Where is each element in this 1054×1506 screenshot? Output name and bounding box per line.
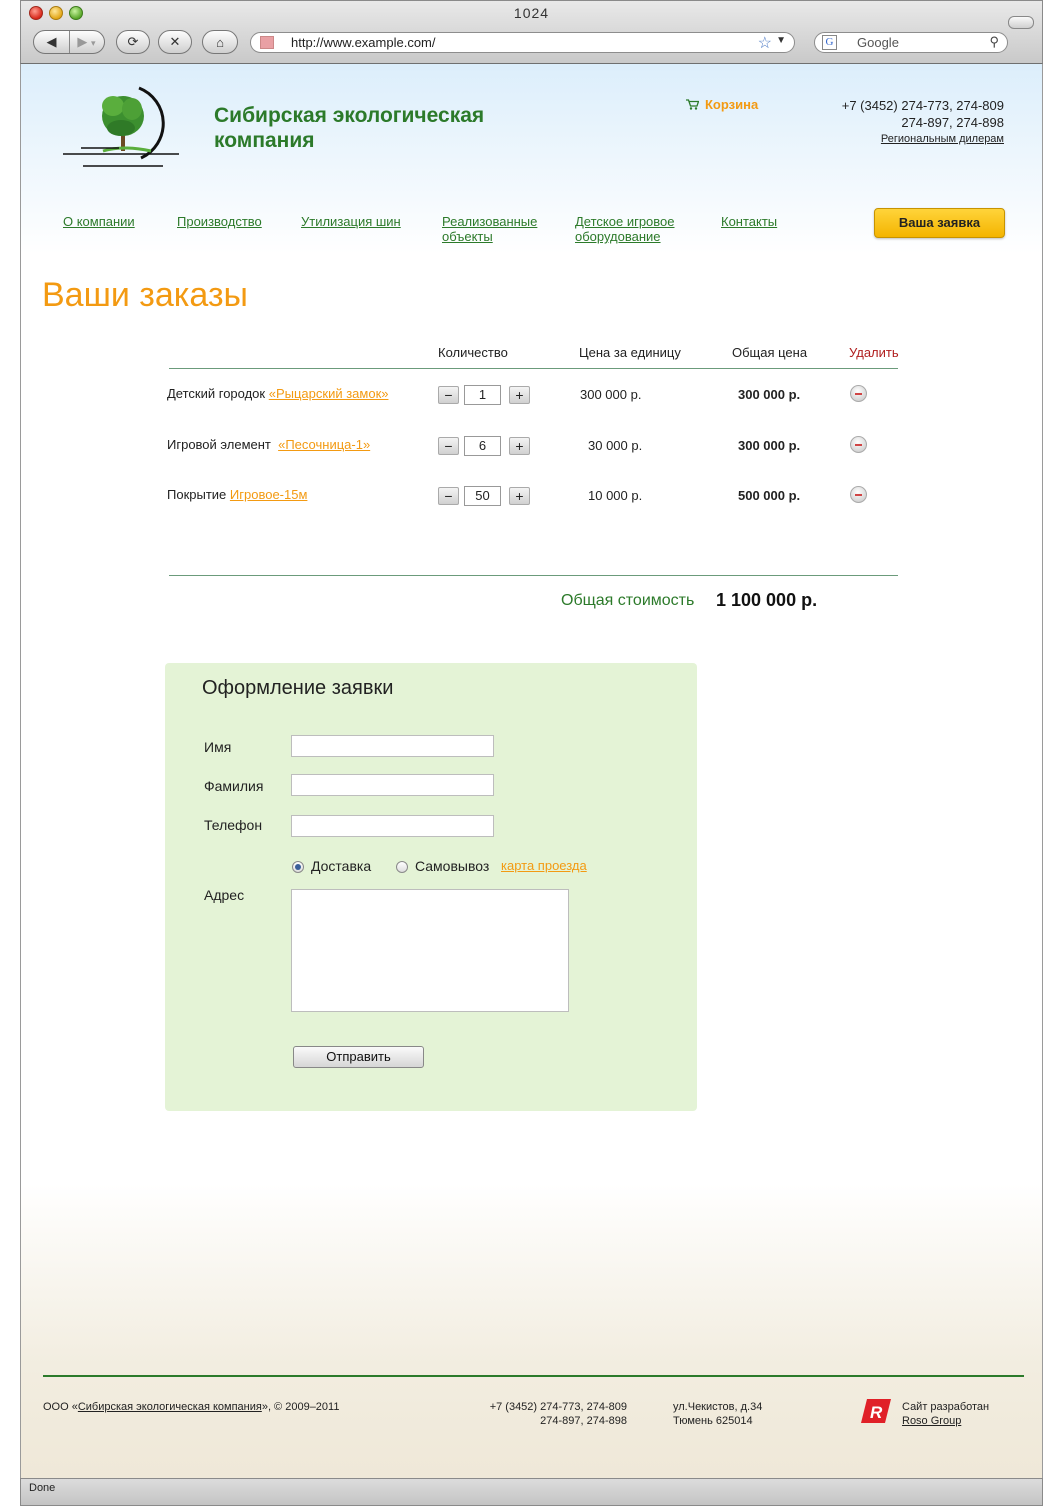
delete-item-icon[interactable] — [850, 385, 867, 402]
nav-item-projects[interactable]: Реализованные объекты — [442, 214, 538, 244]
delivery-radio[interactable] — [292, 861, 304, 873]
footer-phone-line1: +7 (3452) 274-773, 274-809 — [489, 1401, 627, 1413]
item-link[interactable]: «Рыцарский замок» — [268, 386, 389, 401]
delete-item-icon[interactable] — [850, 436, 867, 453]
google-icon[interactable]: G — [822, 35, 837, 50]
pickup-label: Самовывоз — [415, 858, 490, 874]
your-order-button[interactable]: Ваша заявка — [874, 208, 1005, 238]
map-link[interactable]: карта проезда — [501, 858, 587, 873]
window-title: 1024 — [513, 5, 550, 21]
table-header-divider — [169, 368, 898, 369]
footer-divider — [43, 1375, 1024, 1377]
forward-arrow-icon[interactable]: ▶ ▾ — [77, 34, 96, 49]
quantity-input[interactable]: 50 — [464, 486, 501, 506]
quantity-input[interactable]: 6 — [464, 436, 501, 456]
nav-item-production[interactable]: Производство — [177, 214, 262, 229]
delete-item-icon[interactable] — [850, 486, 867, 503]
footer-company-link[interactable]: Сибирская экологическая компания — [77, 1401, 262, 1413]
address-textarea[interactable] — [291, 889, 569, 1012]
footer-copyright — [43, 1400, 339, 1414]
submit-button[interactable]: Отправить — [293, 1046, 424, 1068]
status-text: Done — [29, 1482, 56, 1494]
footer-address — [673, 1400, 762, 1428]
form-title: Оформление заявки — [202, 677, 394, 699]
back-forward-buttons — [33, 30, 105, 54]
url-text: http://www.example.com/ — [291, 35, 436, 50]
cart-icon — [686, 99, 699, 110]
status-bar — [20, 1478, 1043, 1506]
table-footer-divider — [169, 575, 898, 576]
grand-total-value: 1 100 000 р. — [716, 590, 818, 610]
developer-label: Сайт разработан — [902, 1401, 990, 1413]
last-name-field[interactable] — [291, 774, 494, 796]
row-total: 300 000 р. — [738, 387, 801, 402]
column-header-delete: Удалить — [849, 345, 899, 360]
row-total: 300 000 р. — [738, 438, 801, 453]
cart-label: Корзина — [705, 97, 759, 112]
roso-group-logo-icon[interactable] — [861, 1399, 891, 1423]
last-name-label: Фамилия — [204, 778, 264, 794]
company-name: Сибирская экологическая компания — [214, 104, 485, 152]
footer-phone-line2: 274-897, 274-898 — [540, 1415, 627, 1427]
increase-quantity-button[interactable]: + — [509, 386, 530, 404]
unit-price: 10 000 р. — [588, 488, 643, 503]
footer-developer — [902, 1400, 989, 1428]
address-label: Адрес — [204, 887, 245, 903]
search-field[interactable] — [814, 32, 1008, 53]
item-name — [167, 487, 307, 502]
reload-icon[interactable]: ⟳ — [116, 30, 150, 54]
item-name — [167, 386, 388, 401]
first-name-field[interactable] — [291, 735, 494, 757]
item-name — [167, 437, 370, 452]
dealers-link[interactable]: Региональным дилерам — [880, 133, 1004, 145]
home-icon[interactable]: ⌂ — [202, 30, 238, 54]
nav-item-about[interactable]: О компании — [63, 214, 135, 229]
column-header-quantity: Количество — [438, 345, 508, 360]
nav-item-tire-recycling[interactable]: Утилизация шин — [301, 214, 401, 229]
phone-label: Телефон — [204, 817, 263, 833]
search-placeholder: Google — [857, 35, 899, 50]
item-prefix: Детский городок — [167, 386, 266, 401]
footer-address-line1: ул.Чекистов, д.34 — [673, 1401, 763, 1413]
nav-item-playground[interactable]: Детское игровое оборудование — [575, 214, 675, 244]
stop-icon[interactable]: ✕ — [158, 30, 192, 54]
unit-price: 300 000 р. — [580, 387, 642, 402]
decrease-quantity-button[interactable]: − — [438, 487, 459, 505]
phone-field[interactable] — [291, 815, 494, 837]
order-form — [165, 663, 697, 1111]
footer-phones — [477, 1400, 627, 1428]
column-header-total-price: Общая цена — [732, 345, 808, 360]
quantity-input[interactable]: 1 — [464, 385, 501, 405]
pickup-radio[interactable] — [396, 861, 408, 873]
header-contacts — [842, 97, 1004, 148]
developer-link[interactable]: Roso Group — [902, 1415, 962, 1427]
header-phone-line2: 274-897, 274-898 — [901, 115, 1004, 130]
header-phone-line1: +7 (3452) 274-773, 274-809 — [841, 98, 1004, 113]
bookmark-star-icon[interactable]: ☆ — [757, 35, 772, 52]
cart-link[interactable] — [686, 97, 758, 112]
page-content — [20, 64, 1043, 1478]
url-dropdown-icon[interactable]: ▼ — [776, 35, 786, 46]
favicon-icon — [260, 36, 274, 49]
copyright-prefix: ООО « — [43, 1401, 78, 1413]
item-link[interactable]: «Песочница-1» — [278, 437, 371, 452]
copyright-suffix: », © 2009–2011 — [261, 1401, 340, 1413]
column-header-unit-price: Цена за единицу — [579, 345, 681, 360]
first-name-label: Имя — [204, 739, 232, 755]
decrease-quantity-button[interactable]: − — [438, 386, 459, 404]
item-prefix: Покрытие — [167, 487, 227, 502]
footer-address-line2: Тюмень 625014 — [673, 1415, 753, 1427]
item-link[interactable]: Игровое-15м — [229, 487, 308, 502]
delivery-label: Доставка — [311, 858, 372, 874]
grand-total-label: Общая стоимость — [561, 592, 695, 609]
row-total: 500 000 р. — [738, 488, 801, 503]
svg-text:R: R — [870, 1403, 883, 1422]
increase-quantity-button[interactable]: + — [509, 487, 530, 505]
nav-item-contacts[interactable]: Контакты — [721, 214, 778, 229]
item-prefix: Игровой элемент — [167, 437, 271, 452]
back-arrow-icon[interactable]: ◀ — [46, 34, 57, 49]
browser-toolbar — [20, 0, 1043, 64]
unit-price: 30 000 р. — [588, 438, 643, 453]
page-title: Ваши заказы — [42, 276, 248, 314]
search-icon[interactable]: ⚲ — [989, 34, 999, 49]
toolbar-toggle-button[interactable] — [1008, 16, 1034, 29]
company-logo[interactable] — [61, 82, 181, 172]
address-bar[interactable] — [250, 32, 795, 53]
decrease-quantity-button[interactable]: − — [438, 437, 459, 455]
increase-quantity-button[interactable]: + — [509, 437, 530, 455]
